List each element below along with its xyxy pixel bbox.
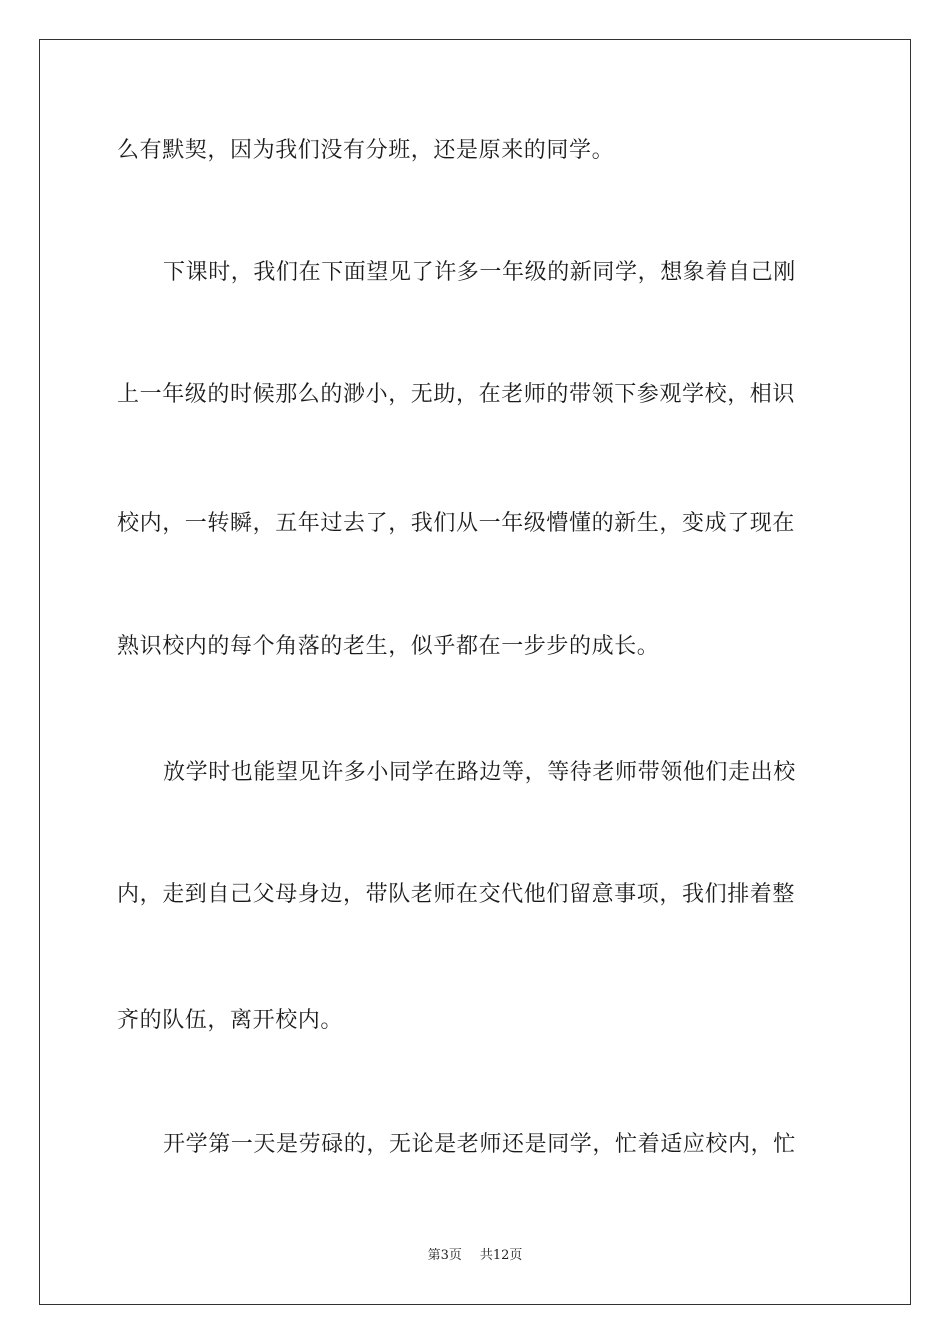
page-footer (0, 1246, 950, 1266)
paragraph-line: 放学时也能望见许多小同学在路边等，等待老师带领他们走出校 (163, 760, 796, 785)
paragraph-line: 熟识校内的每个角落的老生，似乎都在一步步的成长。 (117, 634, 660, 659)
paragraph-line: 内，走到自己父母身边，带队老师在交代他们留意事项，我们排着整 (117, 882, 796, 907)
page-border (39, 39, 911, 1305)
paragraph-line: 么有默契，因为我们没有分班，还是原来的同学。 (117, 138, 615, 163)
page-number: 第3页 (427, 1248, 462, 1263)
paragraph-line: 开学第一天是劳碌的，无论是老师还是同学，忙着适应校内，忙 (163, 1132, 796, 1157)
paragraph-line: 齐的队伍，离开校内。 (117, 1008, 344, 1033)
page-total: 共12页 (479, 1248, 523, 1263)
paragraph-line: 下课时，我们在下面望见了许多一年级的新同学，想象着自己刚 (163, 260, 796, 285)
paragraph-line: 上一年级的时候那么的渺小，无助，在老师的带领下参观学校，相识 (117, 382, 796, 407)
paragraph-line: 校内，一转瞬，五年过去了，我们从一年级懵懂的新生，变成了现在 (117, 511, 796, 536)
